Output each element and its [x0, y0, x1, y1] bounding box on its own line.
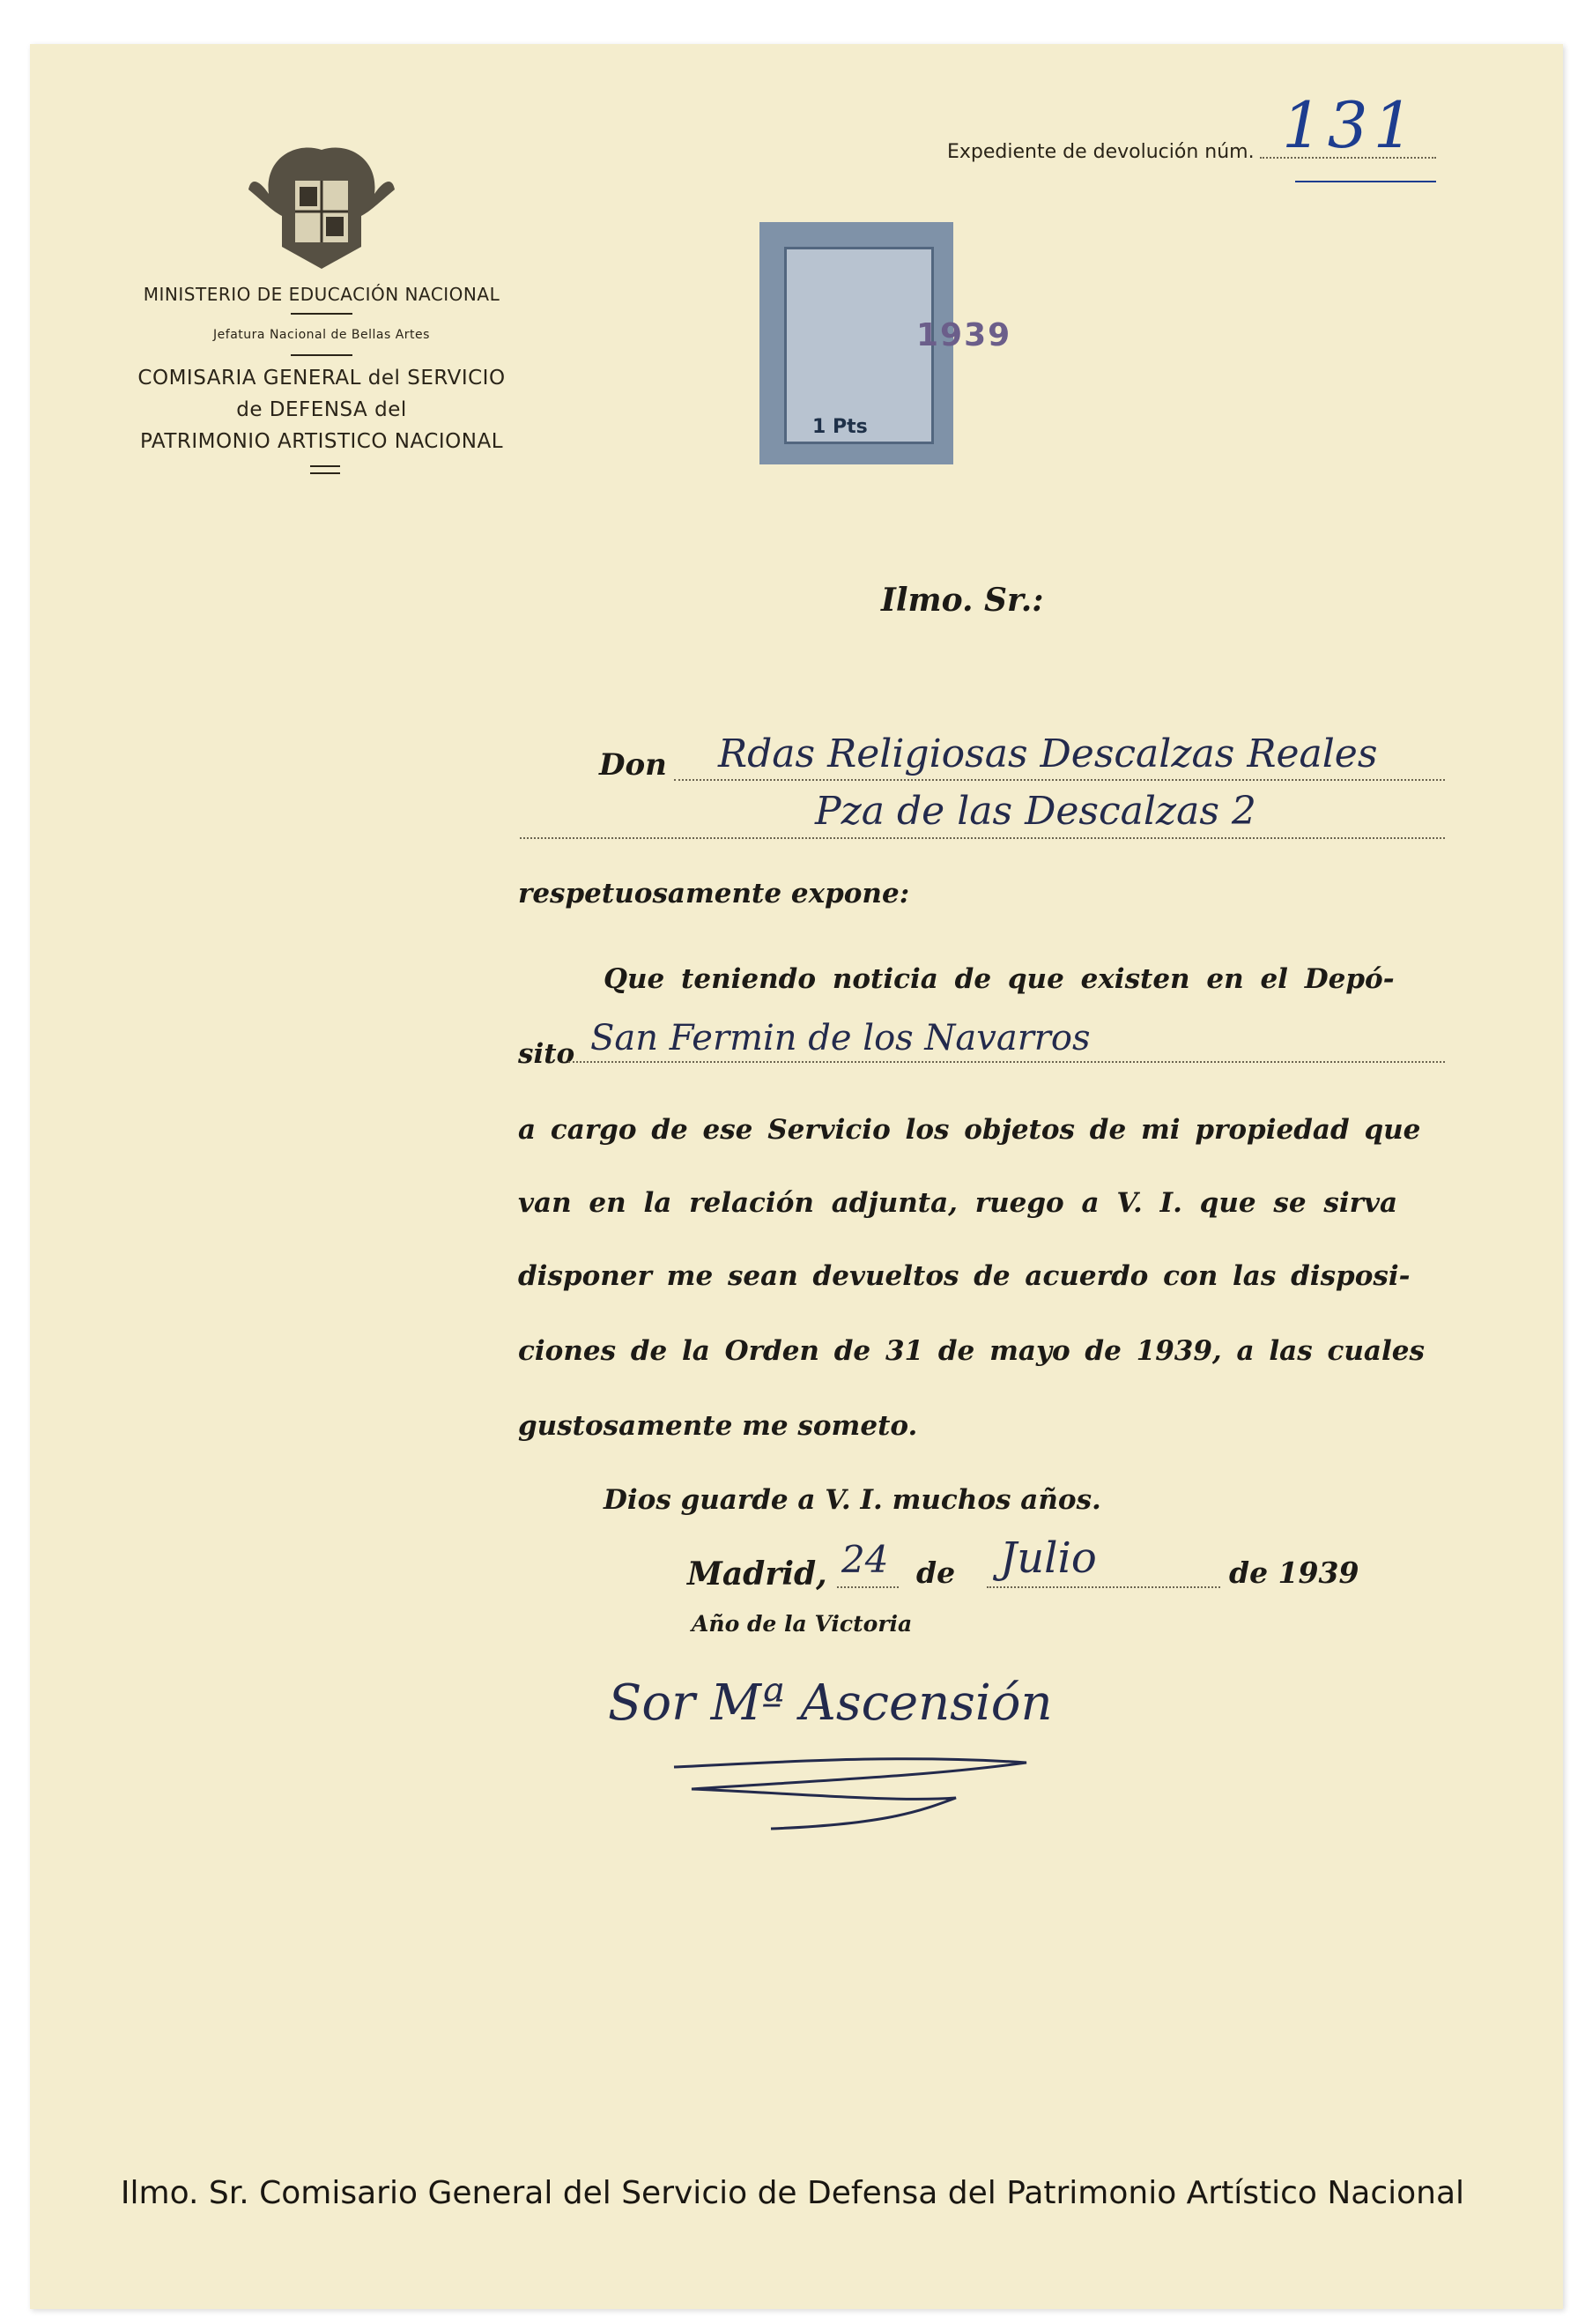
header-divider-2 [291, 354, 352, 356]
stamp-shield-icon [784, 247, 934, 444]
comisaria-line-2: de DEFENSA del [236, 398, 407, 421]
sender-dotted-line-1 [674, 779, 1445, 781]
header-divider-1 [291, 313, 352, 315]
date-month-dotted [987, 1586, 1220, 1588]
body-sito-label: sito [518, 1038, 575, 1070]
date-de-1: de [916, 1556, 956, 1590]
coat-of-arms-seal [247, 141, 396, 273]
deposit-dotted-line [568, 1061, 1445, 1063]
body-line-5: disponer me sean devueltos de acuerdo con las disposi- [518, 1260, 1411, 1292]
expediente-label: Expediente de devolución núm. [947, 141, 1255, 163]
signature: Sor Mª Ascensión [608, 1674, 1053, 1732]
sender-dotted-line-2 [520, 837, 1445, 839]
date-city: Madrid, [687, 1556, 827, 1593]
year-of-victory: Año de la Victoria [692, 1611, 913, 1637]
signature-flourish [665, 1727, 1035, 1833]
expediente-underline [1295, 181, 1436, 182]
salutation: Ilmo. Sr.: [881, 582, 1044, 619]
jefatura-name: Jefatura Nacional de Bellas Artes [213, 328, 430, 342]
header-double-rule-1 [310, 465, 340, 467]
deposit-name: San Fermin de los Navarros [590, 1018, 1091, 1058]
date-year: de 1939 [1229, 1556, 1359, 1590]
sender-name: Rdas Religiosas Descalzas Reales [718, 731, 1378, 776]
addressee-footer: Ilmo. Sr. Comisario General del Servicio de Defensa del Patrimonio Artístico Nacional [120, 2175, 1465, 2211]
stamp-date-overprint: 1939 [916, 317, 1012, 353]
body-closing: Dios guarde a V. I. muchos años. [604, 1484, 1101, 1516]
stamp-value: 1 Pts [812, 416, 868, 438]
body-line-3: a cargo de ese Servicio los objetos de mi propiedad que [518, 1114, 1421, 1146]
body-line-6: ciones de la Orden de 31 de mayo de 1939, a las cuales [518, 1335, 1425, 1367]
header-double-rule-2 [310, 472, 340, 474]
comisaria-line-3: PATRIMONIO ARTISTICO NACIONAL [139, 430, 504, 453]
comisaria-line-1: COMISARIA GENERAL del SERVICIO [137, 367, 506, 390]
date-day-dotted [837, 1586, 899, 1588]
body-line-7: gustosamente me someto. [518, 1410, 918, 1442]
body-intro: respetuosamente expone: [518, 878, 910, 910]
date-month: Julio [1000, 1533, 1097, 1583]
date-day: 24 [841, 1538, 889, 1581]
body-line-1: Que teniendo noticia de que existen en el Depó- [604, 963, 1395, 995]
expediente-number: 131 [1282, 88, 1419, 162]
sender-address: Pza de las Descalzas 2 [815, 789, 1256, 834]
ministry-name: MINISTERIO DE EDUCACIÓN NACIONAL [143, 284, 500, 305]
body-line-4: van en la relación adjunta, ruego a V. I. que se sirva [518, 1187, 1398, 1219]
sender-label: Don [599, 747, 667, 783]
